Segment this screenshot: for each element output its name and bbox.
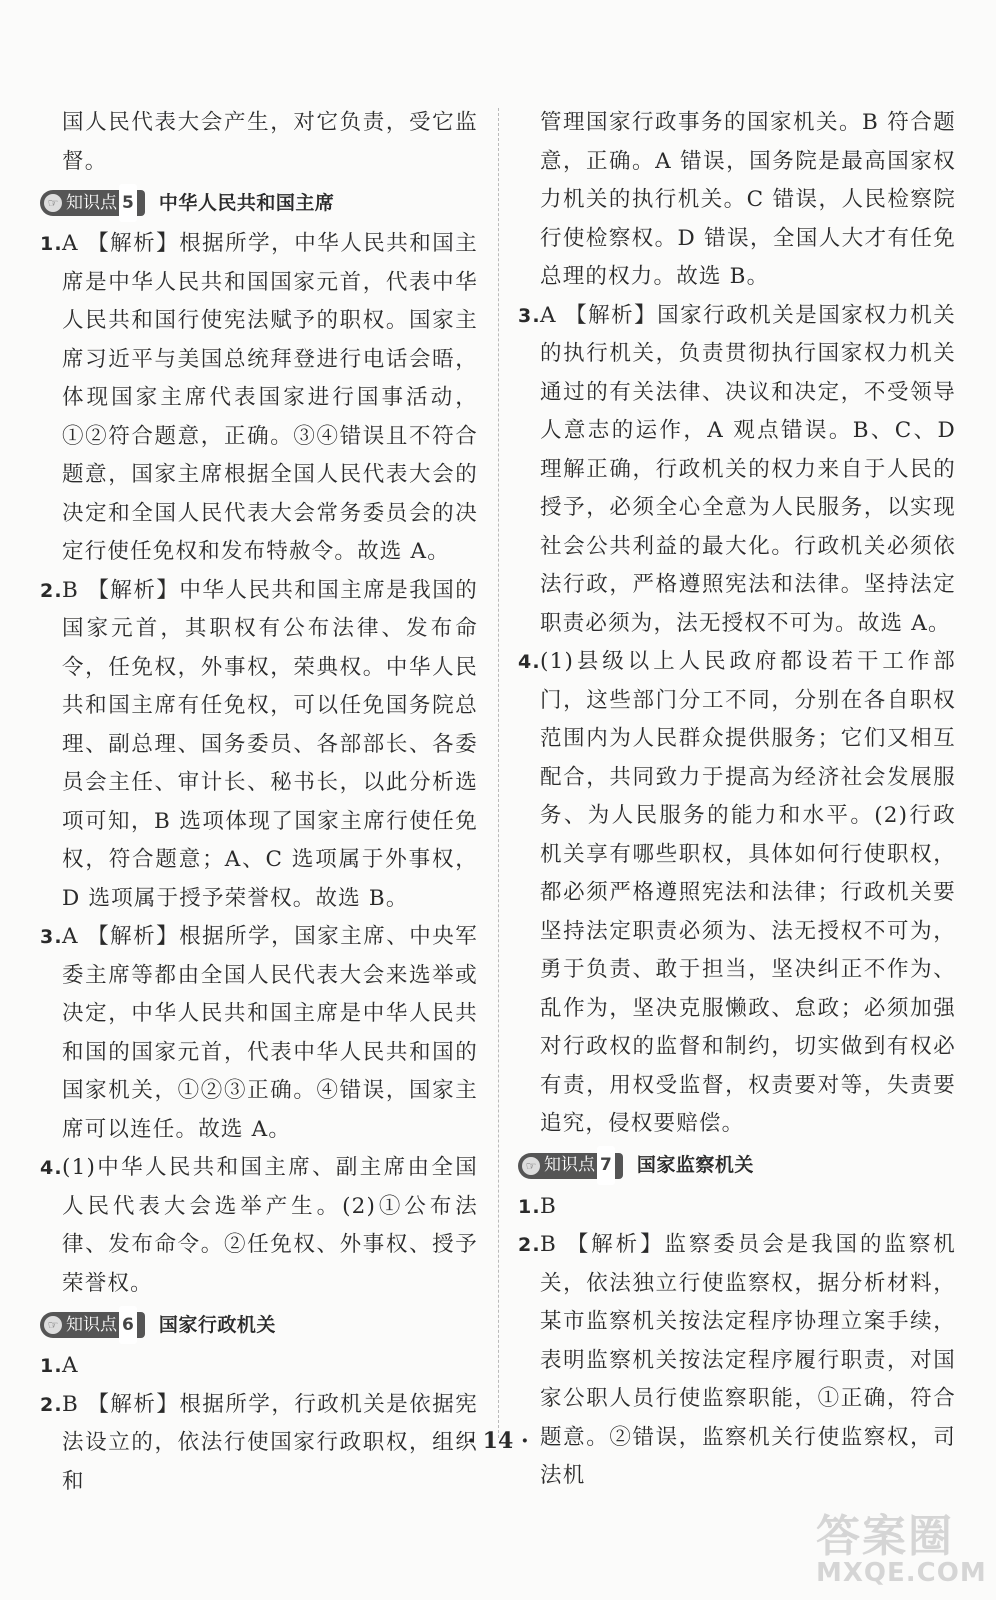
item-text: (1)县级以上人民政府都设若干工作部门，这些部门分工不同，分别在各自职权范围内为人民群众提供服务；它们又相互配合，共同致力于提高为经济社会发展服务、为人民服务的能力和水平。(2)行政机关享有哪些职权，具体如何行使职权，都必须严格遵照宪法和法律；行政机关要坚持法定职责必须为、法无授权不可为，勇于负责、敢于担当，坚决纠正不作为、乱作为，坚决克服懒政、怠政；必须加强对行政权的监督和制约，切实做到有权必有责，用权受监督，权责要对等，失责要追究，侵权要赔偿。 (540, 649, 956, 1136)
item-text: A 【解析】根据所学，中华人民共和国主席是中华人民共和国国家元首，代表中华人民共和国行使宪法赋予的职权。国家主席习近平与美国总统拜登进行电话会晤，体现国家主席代表国家进行国事活动，①②符合题意，正确。③④错误且不符合题意，国家主席根据全国人民代表大会的决定和全国人民代表大会常务委员会的决定行使任免权和发布特赦令。故选 A。 (62, 231, 478, 564)
watermark-logo (816, 1500, 987, 1590)
item-number: 1. (40, 233, 63, 255)
right-column (518, 104, 956, 1496)
knowledge-point-7-heading (518, 1144, 956, 1188)
answer-item (40, 572, 478, 919)
item-text: A (62, 1353, 79, 1378)
answer-item (518, 1226, 956, 1496)
left-column (40, 104, 478, 1501)
item-text: B 【解析】中华人民共和国主席是我国的国家元首，其职权有公布法律、发布命令，任免权，外事权，荣典权。中华人民共和国主席有任免权，可以任免国务院总理、副总理、国务委员、各部部长、各委员会主任、审计长、秘书长，以此分析选项可知，B 选项体现了国家主席行使任免权，符合题意；A、C 选项属于外事权，D 选项属于授予荣誉权。故选 B。 (62, 577, 478, 911)
section-title: 中华人民共和国主席 (158, 191, 335, 214)
answer-item (40, 918, 478, 1149)
item-text: A 【解析】根据所学，国家主席、中央军委主席等都由全国人民代表大会来选举或决定，中华人民共和国主席是中华人民共和国的国家元首，代表中华人民共和国的国家机关，①②③正确。④错误，国家主席可以连任。故选 A。 (62, 924, 478, 1142)
item-number: 3. (518, 304, 541, 327)
item-number: 3. (40, 926, 63, 948)
answer-item (40, 1347, 478, 1386)
answer-item (518, 1188, 956, 1227)
column-divider (498, 108, 499, 1438)
item-number: 4. (518, 651, 541, 673)
knowledge-point-badge: ☞ 知识点 7 (518, 1153, 623, 1179)
hand-icon: ☞ (44, 1316, 62, 1334)
answer-item (518, 643, 956, 1144)
item-number: 1. (518, 1195, 541, 1218)
hand-icon: ☞ (44, 194, 62, 212)
item-number: 2. (40, 579, 63, 602)
continued-text: 管理国家行政事务的国家机关。B 符合题意，正确。A 错误，国务院是最高国家权力机关的执行机关。C 错误，人民检察院行使检察权。D 错误，全国人大才有任免总理的权力。故选 B。 (540, 110, 956, 289)
item-text: A 【解析】国家行政机关是国家权力机关的执行机关，负责贯彻执行国家权力机关通过的有关法律、决议和决定，不受领导人意志的运作，A 观点错误。B、C、D 理解正确，行政机关的权力来自于人民的授予，必须全心全意为人民服务，以实现社会公共利益的最大化。行政机关必须依法行政，严格遵照宪法和法律。坚持法定职责必须为，法无授权不可为。故选 A。 (540, 302, 956, 636)
item-number: 1. (40, 1355, 63, 1377)
knowledge-point-6-heading (40, 1303, 478, 1347)
item-number: 2. (40, 1393, 63, 1416)
page-number: · 14 · (467, 1428, 529, 1454)
hand-icon: ☞ (522, 1157, 540, 1175)
answer-item (518, 297, 956, 644)
knowledge-point-badge: ☞ 知识点 5 (40, 190, 145, 216)
item-text: B 【解析】监察委员会是我国的监察机关，依法独立行使监察权，据分析材料，某市监察机关按法定程序协理立案手续，表明监察机关按法定程序履行职责，对国家公职人员行使监察职能，①正确，符合题意。②错误，监察机关行使监察权，司法机 (540, 1232, 956, 1488)
answer-item (40, 225, 478, 572)
knowledge-point-5-heading (40, 181, 478, 225)
watermark-top-text: 答案圈 (816, 1511, 954, 1562)
item-text: (1)中华人民共和国主席、副主席由全国人民代表大会选举产生。(2)①公布法律、发布命令。②任免权、外事权、授予荣誉权。 (62, 1155, 478, 1296)
knowledge-point-badge: ☞ 知识点 6 (40, 1312, 145, 1338)
section-title: 国家监察机关 (636, 1154, 754, 1177)
watermark-bottom-text: MXQE.COM (816, 1558, 987, 1588)
item-number: 2. (518, 1234, 541, 1256)
section-title: 国家行政机关 (158, 1313, 276, 1336)
item-number: 4. (40, 1157, 63, 1179)
answer-item (40, 1149, 478, 1303)
item-text: B 【解析】根据所学，行政机关是依据宪法设立的，依法行使国家行政职权，组织和 (62, 1391, 478, 1494)
item-text: B (540, 1193, 557, 1219)
continued-text: 国人民代表大会产生，对它负责，受它监督。 (62, 110, 478, 174)
